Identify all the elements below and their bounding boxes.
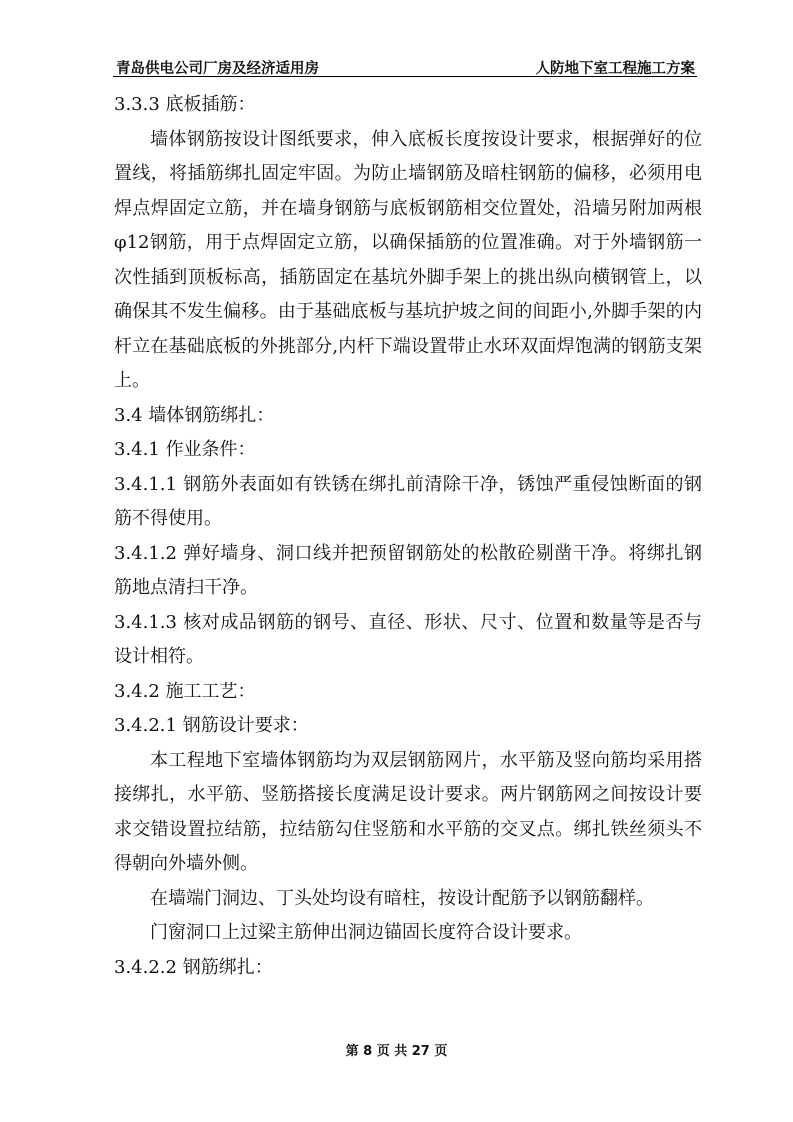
section-heading: 3.3.3 底板插筋： xyxy=(114,94,256,115)
body-paragraph: 本工程地下室墙体钢筋均为双层钢筋网片，水平筋及竖向筋均采用搭接绑扎，水平筋、竖筋搭接长度满足设计要求。两片钢筋网之间按设计要求交错设置拉结筋，拉结筋勾住竖筋和水平筋的交叉点。绑扎铁丝须头不得朝向外墙外侧。 xyxy=(114,749,702,874)
section-heading: 3.4.2.2 钢筋绑扎： xyxy=(114,956,273,978)
numbered-item: 3.4.1.1 钢筋外表面如有铁锈在绑扎前清除干净，锈蚀严重侵蚀断面的钢筋不得使用。 xyxy=(114,473,702,529)
document-body xyxy=(114,88,702,985)
section-heading: 3.4 墙体钢筋绑扎： xyxy=(114,404,275,426)
header-document-title: 人防地下室工程施工方案 xyxy=(535,61,695,77)
page-number-footer: 第 8 页 共 27 页 xyxy=(345,1044,448,1059)
page-header xyxy=(113,54,697,77)
section-heading: 3.4.2 施工工艺： xyxy=(114,680,256,702)
body-paragraph: 在墙端门洞边、丁头处均设有暗柱，按设计配筋予以钢筋翻样。 xyxy=(150,887,654,909)
section-heading: 3.4.1 作业条件： xyxy=(114,439,256,460)
body-paragraph: 门窗洞口上过梁主筋伸出洞边锚固长度符合设计要求。 xyxy=(150,922,582,943)
header-project-title: 青岛供电公司厂房及经济适用房 xyxy=(116,61,319,77)
numbered-item: 3.4.1.2 弹好墙身、洞口线并把预留钢筋处的松散砼剔凿干净。将绑扎钢筋地点清扫干净。 xyxy=(114,542,702,598)
section-heading: 3.4.2.1 钢筋设计要求： xyxy=(114,715,309,736)
numbered-item: 3.4.1.3 核对成品钢筋的钢号、直径、形状、尺寸、位置和数量等是否与设计相符。 xyxy=(114,611,702,667)
body-paragraph: 墙体钢筋按设计图纸要求，伸入底板长度按设计要求，根据弹好的位置线，将插筋绑扎固定牢固。为防止墙钢筋及暗柱钢筋的偏移，必须用电焊点焊固定立筋，并在墙身钢筋与底板钢筋相交位置处，沿墙另附加两根φ12钢筋，用于点焊固定立筋，以确保插筋的位置准确。对于外墙钢筋一次性插到顶板标高，插筋固定在基坑外脚手架上的挑出纵向横钢管上，以确保其不发生偏移。由于基础底板与基坑护坡之间的间距小,外脚手架的内杆立在基础底板的外挑部分,内杆下端设置带止水环双面焊饱满的钢筋支架上。 xyxy=(114,128,702,391)
